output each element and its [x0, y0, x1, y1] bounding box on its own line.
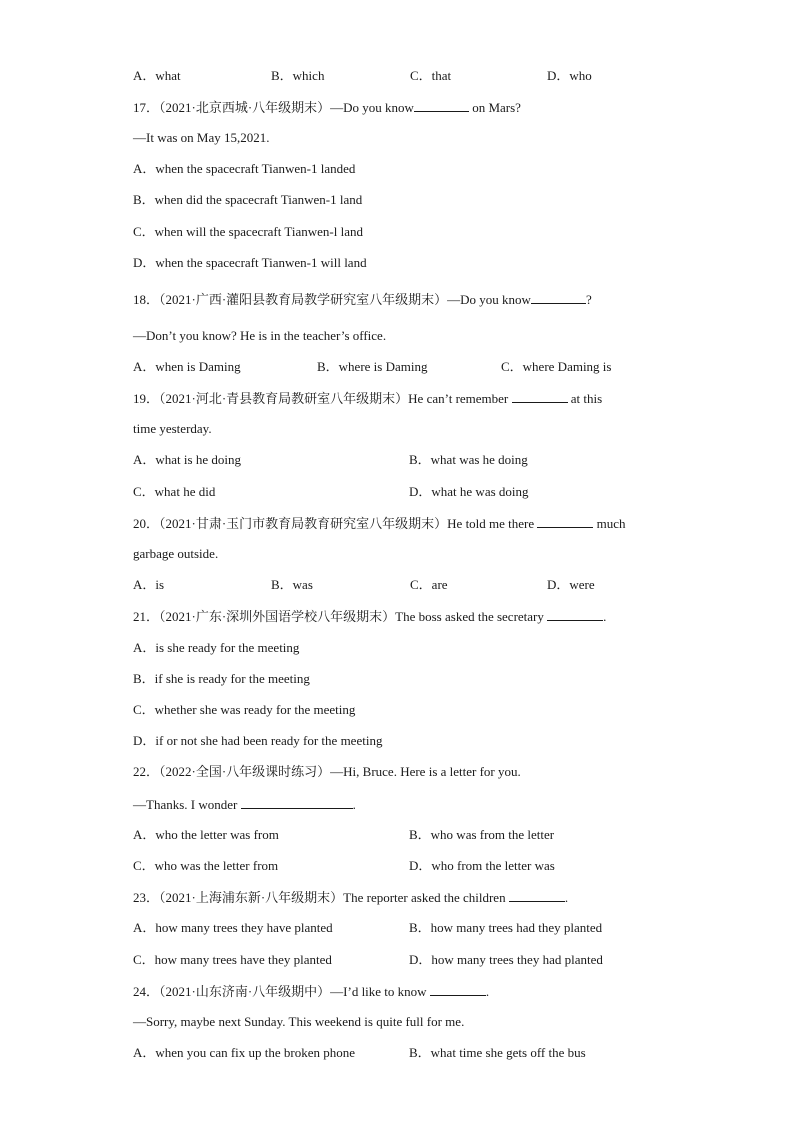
- answer-blank: [509, 887, 565, 902]
- answer-blank: [241, 794, 353, 809]
- option-c: C．what he did: [133, 484, 216, 499]
- option-d: D．were: [547, 577, 595, 592]
- answer-blank: [531, 289, 586, 304]
- question-18-stem: 18．（2021·广西·灌阳县教育局教学研究室八年级期末）—Do you know ?: [133, 289, 592, 309]
- question-22-response: —Thanks. I wonder .: [133, 794, 356, 814]
- option-b: B．what was he doing: [409, 452, 528, 467]
- option-c: C．are: [410, 577, 448, 592]
- option-d: D．how many trees they had planted: [409, 952, 603, 967]
- question-22-stem: 22．（2022·全国·八年级课时练习）—Hi, Bruce. Here is a letter for you.: [133, 764, 521, 779]
- option-b: B．how many trees had they planted: [409, 920, 603, 935]
- question-19-stem: 19．（2021·河北·青县教育局教研室八年级期末）He can’t remember at this: [133, 388, 602, 408]
- option-a: A．who the letter was from: [133, 827, 279, 842]
- question-17-stem: 17．（2021·北京西城·八年级期末）—Do you know on Mars?: [133, 97, 521, 117]
- option-b: B．when did the spacecraft Tianwen-1 land: [133, 192, 363, 207]
- question-23-stem: 23．（2021·上海浦东新·八年级期末）The reporter asked the children .: [133, 887, 568, 907]
- option-d: D．when the spacecraft Tianwen-1 will land: [133, 255, 367, 270]
- option-a: A．how many trees they have planted: [133, 920, 333, 935]
- option-c: C．whether she was ready for the meeting: [133, 702, 356, 717]
- answer-blank: [547, 606, 603, 621]
- option-d: D．who: [547, 68, 592, 83]
- option-a: A．what is he doing: [133, 452, 241, 467]
- option-d: D．who from the letter was: [409, 858, 555, 873]
- answer-blank: [430, 981, 486, 996]
- option-c: C．where Daming is: [501, 359, 612, 374]
- question-19-stem-cont: time yesterday.: [133, 421, 212, 436]
- option-b: B．which: [271, 68, 325, 83]
- option-c: C．when will the spacecraft Tianwen-l land: [133, 224, 363, 239]
- option-a: A．is she ready for the meeting: [133, 640, 300, 655]
- option-a: A．is: [133, 577, 165, 592]
- answer-blank: [414, 97, 469, 112]
- option-c: C．who was the letter from: [133, 858, 279, 873]
- option-b: B．what time she gets off the bus: [409, 1045, 586, 1060]
- option-a: A．when is Daming: [133, 359, 241, 374]
- question-24-stem: 24．（2021·山东济南·八年级期中）—I’d like to know .: [133, 981, 489, 1001]
- option-b: B．was: [271, 577, 313, 592]
- question-18-response: —Don’t you know? He is in the teacher’s office.: [133, 328, 387, 343]
- question-20-stem-cont: garbage outside.: [133, 546, 219, 561]
- option-a: A．when the spacecraft Tianwen-1 landed: [133, 161, 356, 176]
- option-b: B．where is Daming: [317, 359, 428, 374]
- option-d: D．what he was doing: [409, 484, 529, 499]
- question-20-stem: 20．（2021·甘肃·玉门市教育局教育研究室八年级期末）He told me there much: [133, 513, 626, 533]
- option-c: C．that: [410, 68, 452, 83]
- question-24-response: —Sorry, maybe next Sunday. This weekend is quite full for me.: [133, 1014, 465, 1029]
- question-17-response: —It was on May 15,2021.: [133, 130, 270, 145]
- answer-blank: [537, 513, 593, 528]
- option-a: A．what: [133, 68, 181, 83]
- answer-blank: [512, 388, 568, 403]
- option-b: B．if she is ready for the meeting: [133, 671, 310, 686]
- option-d: D．if or not she had been ready for the meeting: [133, 733, 383, 748]
- option-c: C．how many trees have they planted: [133, 952, 332, 967]
- option-b: B．who was from the letter: [409, 827, 555, 842]
- question-21-stem: 21．（2021·广东·深圳外国语学校八年级期末）The boss asked the secretary .: [133, 606, 606, 626]
- option-a: A．when you can fix up the broken phone: [133, 1045, 356, 1060]
